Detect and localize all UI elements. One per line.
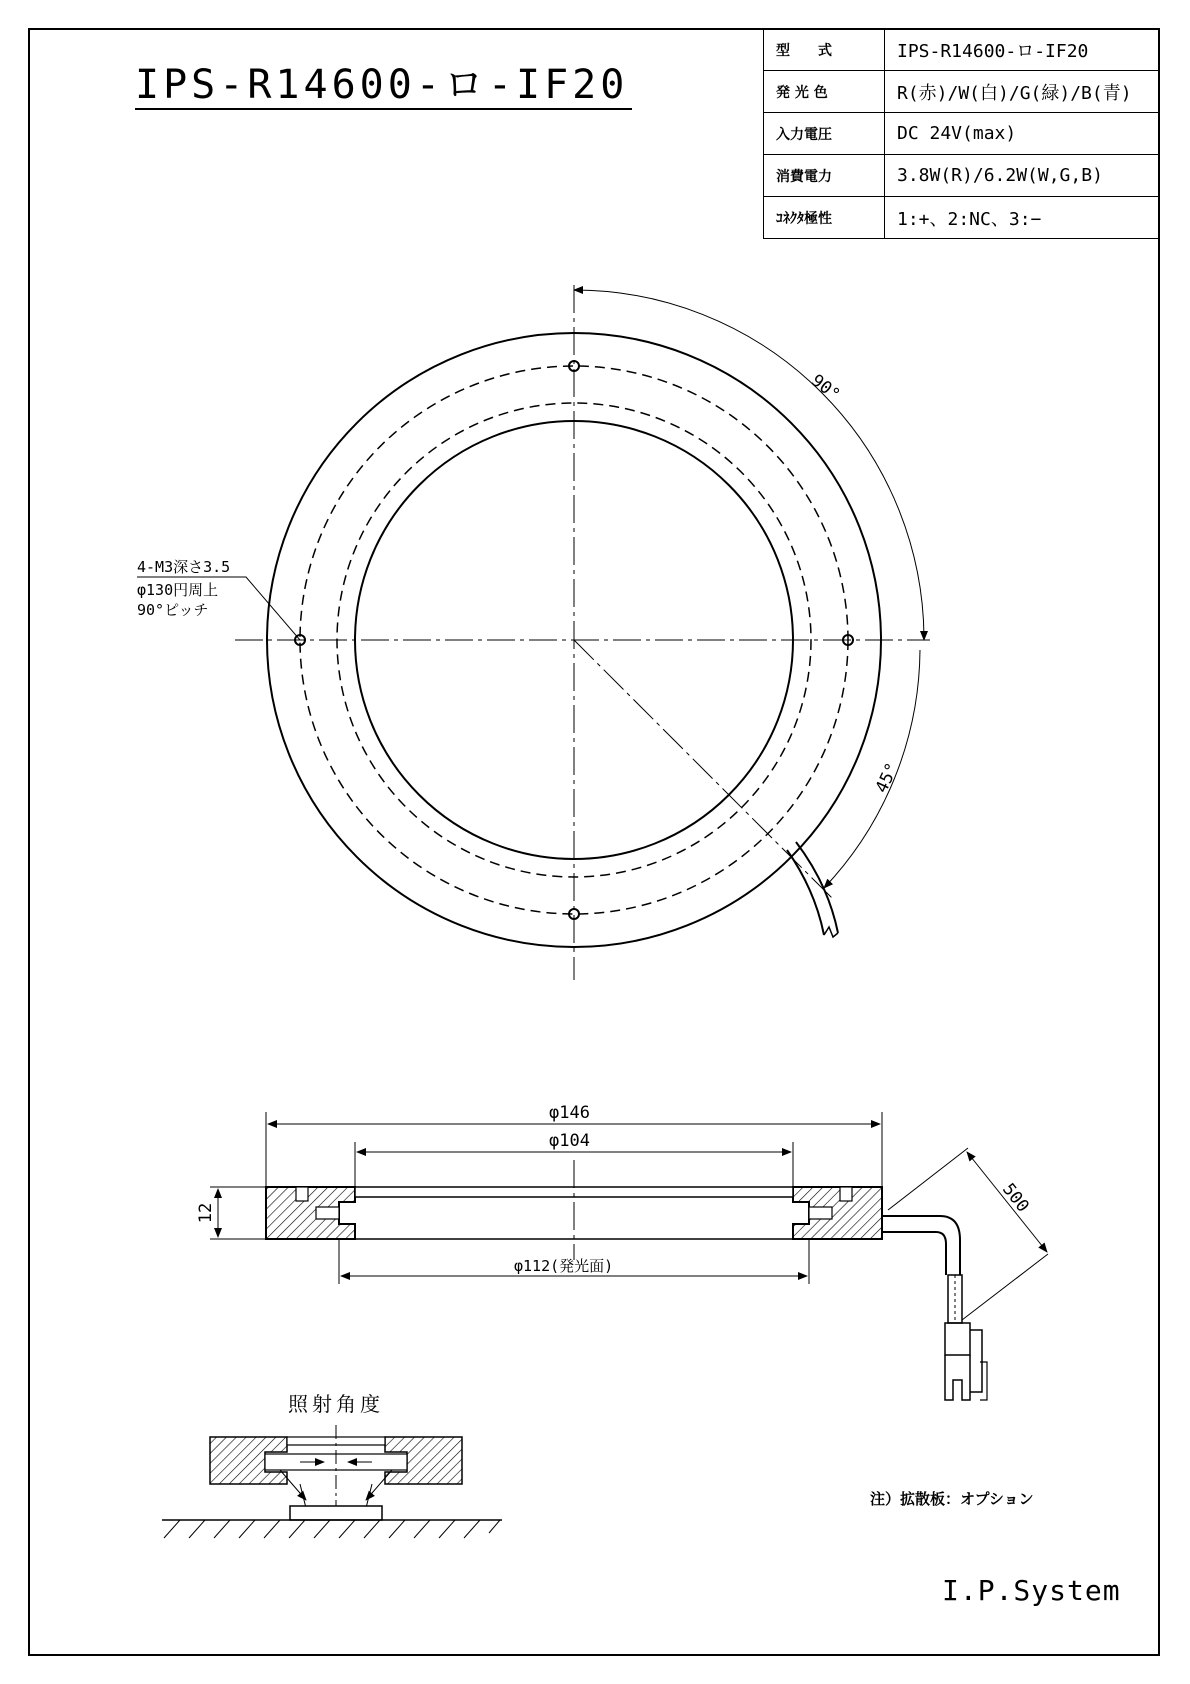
cable-front [787, 850, 824, 935]
spec-key: 消費電力 [764, 155, 885, 197]
dim-label-emit: φ112(発光面) [514, 1257, 614, 1275]
illumination-detail [162, 1425, 502, 1538]
section-right-body [793, 1187, 882, 1239]
detail-work-object [290, 1506, 382, 1520]
dim-label-height: 12 [196, 1202, 217, 1224]
dim-label-cable: 500 [998, 1179, 1033, 1217]
angle-label-90: 90° [807, 370, 844, 406]
spec-key: 型 式 [764, 29, 885, 71]
angle-arc-90 [574, 290, 924, 640]
spec-key: 入力電圧 [764, 113, 885, 155]
thread-left [296, 1187, 308, 1201]
dim-label-outer: φ146 [549, 1103, 590, 1123]
spec-value: 3.8W(R)/6.2W(W,G,B) [885, 155, 1160, 197]
spec-value: 1:+、2:NC、3:− [885, 197, 1160, 239]
spec-key: 発 光 色 [764, 71, 885, 113]
led-left [316, 1207, 339, 1219]
spec-value: DC 24V(max) [885, 113, 1160, 155]
angle-label-45: 45° [871, 759, 903, 797]
thread-right [840, 1187, 852, 1201]
drawing-title: IPS-R14600-ロ-IF20 [135, 62, 632, 110]
led-right [809, 1207, 832, 1219]
detail-title: 照射角度 [288, 1392, 384, 1416]
side-cable [882, 1216, 987, 1400]
hole-note-line-3: 90°ピッチ [137, 601, 209, 619]
dim-label-inner: φ104 [549, 1131, 590, 1151]
option-note: 注）拡散板：オプション [870, 1490, 1034, 1508]
company-name: I.P.System [942, 1574, 1121, 1607]
hole-note-line-1: 4-M3深さ3.5 [137, 558, 231, 576]
section-left-body [266, 1187, 355, 1239]
cable-dim [888, 1148, 1048, 1320]
cable-front [796, 842, 838, 933]
cable-cut-mark [824, 927, 838, 937]
detail-ground-hatch [164, 1520, 500, 1538]
angle-arc-45 [824, 650, 920, 888]
hole-note-line-2: φ130円周上 [137, 581, 219, 599]
spec-value: IPS-R14600-ロ-IF20 [885, 29, 1160, 71]
spec-value: R(赤)/W(白)/G(緑)/B(青) [885, 71, 1160, 113]
side-view [210, 1112, 1048, 1400]
spec-key: ｺﾈｸﾀ極性 [764, 197, 885, 239]
